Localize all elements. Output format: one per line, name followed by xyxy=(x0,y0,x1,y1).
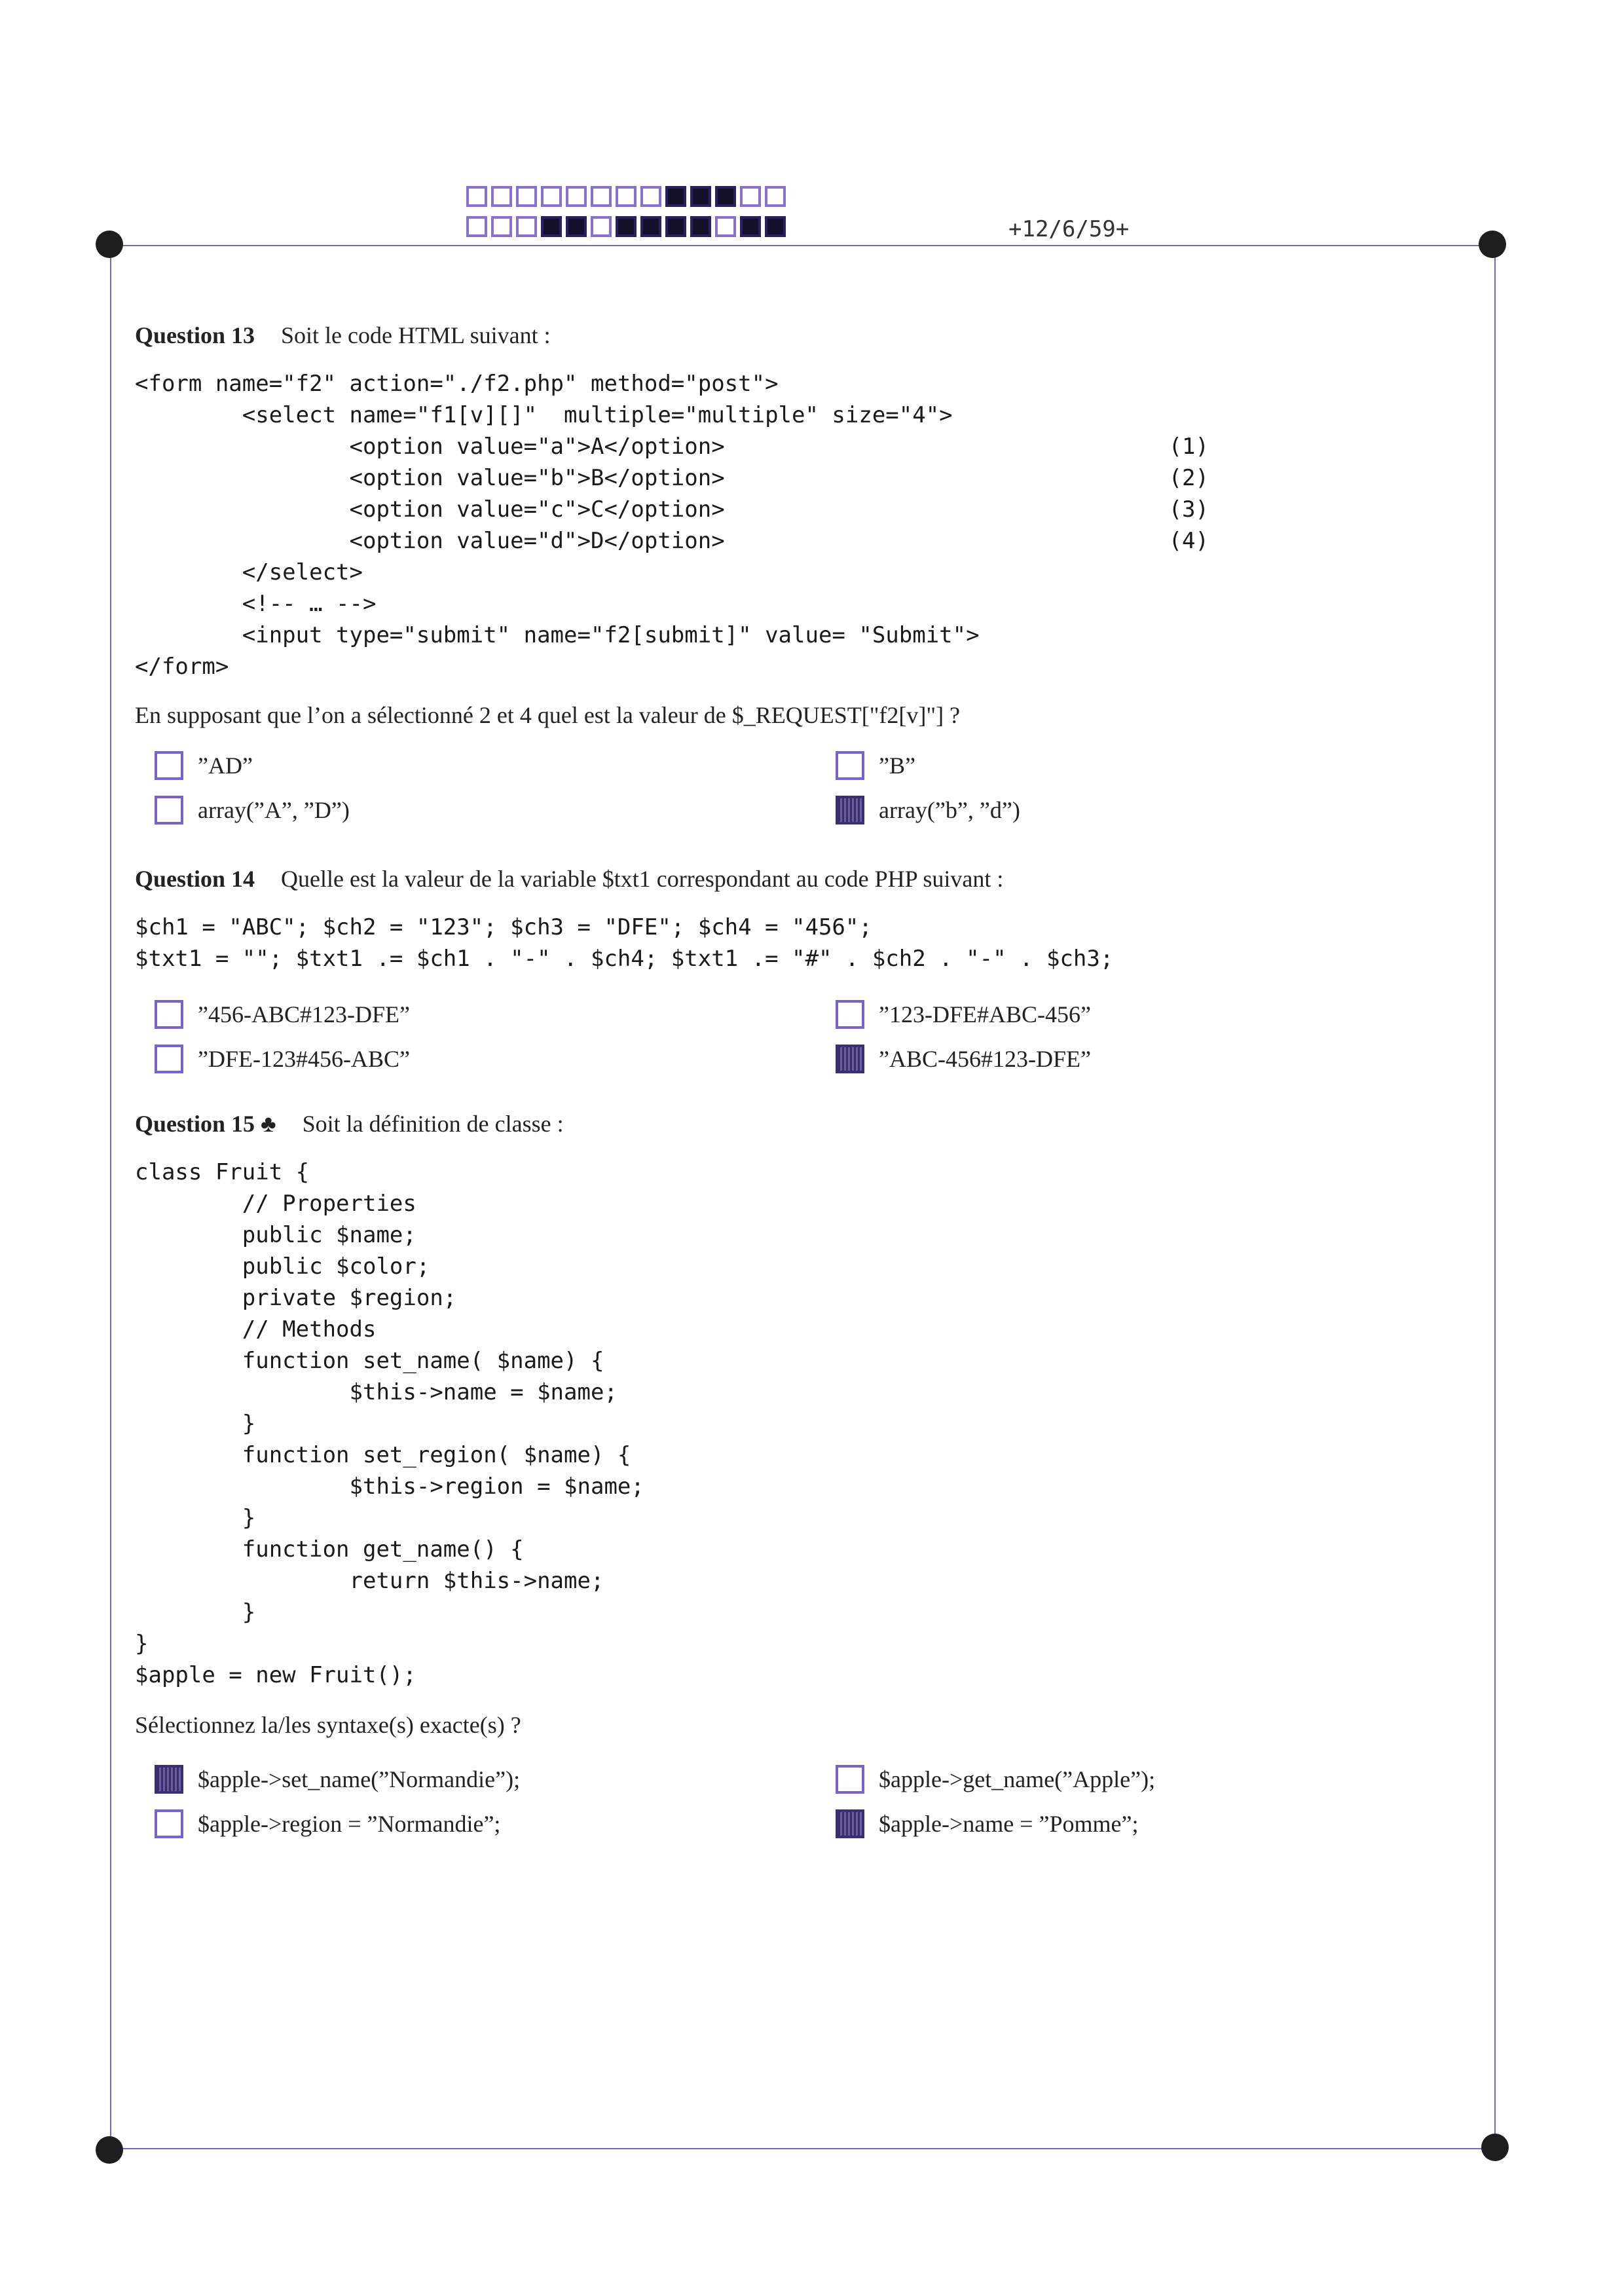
question-15 xyxy=(135,1108,1438,1843)
answer-option[interactable] xyxy=(155,1040,836,1078)
barcode-row-1-cell xyxy=(516,186,537,207)
answer-label: ”AD” xyxy=(198,752,253,779)
answer-label: ”456-ABC#123-DFE” xyxy=(198,1001,410,1028)
code-line-text: $this->name = $name; xyxy=(135,1379,618,1405)
answer-label: $apple->set_name(”Normandie”); xyxy=(198,1766,521,1792)
checkbox[interactable] xyxy=(155,796,183,824)
code-line-text: </select> xyxy=(135,559,363,585)
barcode-row-1-cell xyxy=(566,186,587,207)
code-line xyxy=(135,1345,1438,1377)
html-code-block xyxy=(135,368,1209,682)
checked-checkbox[interactable] xyxy=(155,1765,183,1794)
answer-label: ”123-DFE#ABC-456” xyxy=(879,1001,1091,1028)
code-line-text: function set_name( $name) { xyxy=(135,1348,604,1374)
option-number-label: (1) xyxy=(1168,434,1209,460)
barcode-row-2-cell xyxy=(740,216,761,237)
code-line xyxy=(135,525,1209,557)
option-number-label: (3) xyxy=(1168,496,1209,523)
question-14-header xyxy=(135,863,1438,895)
barcode-row-1-cell xyxy=(765,186,786,207)
checkbox[interactable] xyxy=(155,1045,183,1073)
answer-label: array(”A”, ”D”) xyxy=(198,797,350,823)
code-line xyxy=(135,1314,1438,1345)
barcode-row-2-cell xyxy=(765,216,786,237)
question-text: En supposant que l’on a sélectionné 2 et 4 quel est la valeur de $_REQUEST["f2[v]"] ? xyxy=(135,702,961,728)
corner-mark-top-left xyxy=(96,231,123,258)
barcode-row-1-cell xyxy=(616,186,637,207)
question-13-header xyxy=(135,320,1438,351)
question-number: Question 13 xyxy=(135,322,255,348)
code-line xyxy=(135,620,1209,651)
barcode-row-2-cell xyxy=(491,216,512,237)
class-code-block xyxy=(135,1157,1438,1691)
checkbox[interactable] xyxy=(836,1000,864,1029)
barcode-row-2-cell xyxy=(616,216,637,237)
barcode-row-2-cell xyxy=(541,216,562,237)
answer-label: array(”b”, ”d”) xyxy=(879,797,1020,823)
barcode-row-2-cell xyxy=(566,216,587,237)
code-line xyxy=(135,1408,1438,1439)
barcode-row-2-cell xyxy=(591,216,612,237)
answer-option[interactable] xyxy=(836,1805,1451,1843)
page-id: +12/6/59+ xyxy=(1008,216,1130,242)
code-line xyxy=(135,1534,1438,1565)
code-line-text: private $region; xyxy=(135,1285,457,1311)
barcode-row-1-cell xyxy=(690,186,711,207)
option-number-label: (2) xyxy=(1168,465,1209,491)
question-number: Question 15 ♣ xyxy=(135,1111,276,1137)
answer-option[interactable] xyxy=(155,1760,836,1798)
code-line xyxy=(135,1439,1438,1471)
answer-label: $apple->name = ”Pomme”; xyxy=(879,1811,1139,1837)
question-prompt: Quelle est la valeur de la variable $txt1 correspondant au code PHP suivant : xyxy=(281,866,1004,892)
answer-option[interactable] xyxy=(836,791,1451,829)
barcode-row-2-cell xyxy=(640,216,661,237)
code-line-text: <form name="f2" action="./f2.php" method="post"> xyxy=(135,371,779,397)
question-13 xyxy=(135,320,1438,829)
code-line-text: function get_name() { xyxy=(135,1536,524,1563)
answer-option[interactable] xyxy=(155,1805,836,1843)
barcode-row-1 xyxy=(466,186,786,207)
code-line xyxy=(135,1157,1438,1188)
barcode-row-1-cell xyxy=(715,186,736,207)
code-line xyxy=(135,1251,1438,1282)
code-line-text: } xyxy=(135,1505,256,1531)
corner-mark-bottom-right xyxy=(1481,2134,1509,2161)
question-15-header xyxy=(135,1108,1438,1139)
question-prompt: Soit le code HTML suivant : xyxy=(281,322,551,348)
code-line-text: </form> xyxy=(135,654,229,680)
answer-label: $apple->region = ”Normandie”; xyxy=(198,1811,501,1837)
answer-option[interactable] xyxy=(836,1760,1451,1798)
code-line-text: class Fruit { xyxy=(135,1159,310,1185)
answer-option[interactable] xyxy=(155,995,836,1033)
code-line xyxy=(135,1565,1438,1597)
code-line-text: function set_region( $name) { xyxy=(135,1442,631,1468)
code-line xyxy=(135,1659,1438,1691)
answer-choices xyxy=(155,747,1438,829)
code-line-text: public $color; xyxy=(135,1253,430,1280)
option-number-label: (4) xyxy=(1168,528,1209,554)
barcode-row-2-cell xyxy=(665,216,686,237)
code-line-text: public $name; xyxy=(135,1222,416,1248)
barcode-row-1-cell xyxy=(640,186,661,207)
question-prompt: Soit la définition de classe : xyxy=(302,1111,564,1137)
answer-label: ”DFE-123#456-ABC” xyxy=(198,1046,410,1072)
code-line-text: } xyxy=(135,1631,149,1657)
code-line xyxy=(135,1282,1438,1314)
code-line-text: $txt1 = ""; $txt1 .= $ch1 . "-" . $ch4; $txt1 .= "#" . $ch2 . "-" . $ch3; xyxy=(135,946,1114,972)
answer-choices xyxy=(155,995,1438,1078)
code-line-text: <option value="c">C</option> xyxy=(135,496,725,523)
barcode-row-1-cell xyxy=(466,186,487,207)
code-line xyxy=(135,943,1438,974)
code-line xyxy=(135,1219,1438,1251)
barcode-row-1-cell xyxy=(740,186,761,207)
code-line-text: } xyxy=(135,1411,256,1437)
code-line xyxy=(135,462,1209,494)
code-line-text: } xyxy=(135,1599,256,1625)
answer-label: ”ABC-456#123-DFE” xyxy=(879,1046,1091,1072)
code-line xyxy=(135,1597,1438,1628)
code-line-text: $apple = new Fruit(); xyxy=(135,1662,416,1688)
answer-choices xyxy=(155,1760,1438,1843)
answer-label: ”B” xyxy=(879,752,915,779)
code-line xyxy=(135,431,1209,462)
code-line xyxy=(135,588,1209,620)
checkbox[interactable] xyxy=(836,1765,864,1794)
answer-option[interactable] xyxy=(836,1040,1451,1078)
code-line-text: $ch1 = "ABC"; $ch2 = "123"; $ch3 = "DFE"; $ch4 = "456"; xyxy=(135,914,872,940)
barcode-row-2-cell xyxy=(466,216,487,237)
php-code-block xyxy=(135,912,1438,974)
code-line xyxy=(135,912,1438,943)
corner-mark-top-right xyxy=(1479,231,1506,258)
club-icon: ♣ xyxy=(261,1111,276,1137)
barcode-row-2-cell xyxy=(715,216,736,237)
checkbox[interactable] xyxy=(155,1000,183,1029)
code-line xyxy=(135,651,1209,682)
code-line-text: <select name="f1[v][]" multiple="multiple" size="4"> xyxy=(135,402,953,428)
checked-checkbox[interactable] xyxy=(836,1045,864,1073)
answer-label: $apple->get_name(”Apple”); xyxy=(879,1766,1156,1792)
barcode-row-1-cell xyxy=(541,186,562,207)
code-line xyxy=(135,1377,1438,1408)
answer-option[interactable] xyxy=(155,791,836,829)
question-number: Question 14 xyxy=(135,866,255,892)
checkbox[interactable] xyxy=(155,751,183,780)
code-line xyxy=(135,399,1209,431)
code-line xyxy=(135,1471,1438,1502)
checkbox[interactable] xyxy=(836,751,864,780)
code-line xyxy=(135,494,1209,525)
code-line-text: return $this->name; xyxy=(135,1568,604,1594)
code-line-text: <input type="submit" name="f2[submit]" value= "Submit"> xyxy=(135,622,980,648)
checkbox[interactable] xyxy=(155,1809,183,1838)
code-line xyxy=(135,1502,1438,1534)
barcode-row-1-cell xyxy=(665,186,686,207)
answer-option[interactable] xyxy=(836,747,1451,785)
barcode-row-1-cell xyxy=(591,186,612,207)
code-line-text: // Methods xyxy=(135,1316,377,1342)
barcode-row-2-cell xyxy=(516,216,537,237)
checked-checkbox[interactable] xyxy=(836,1809,864,1838)
barcode-row-2-cell xyxy=(690,216,711,237)
code-line-text: <option value="d">D</option> xyxy=(135,528,725,554)
code-line-text: // Properties xyxy=(135,1191,416,1217)
question-14 xyxy=(135,863,1438,1078)
corner-mark-bottom-left xyxy=(96,2136,123,2164)
question-text: Sélectionnez la/les syntaxe(s) exacte(s) ? xyxy=(135,1712,521,1738)
code-line xyxy=(135,1628,1438,1659)
code-line-text: <option value="a">A</option> xyxy=(135,434,725,460)
code-line xyxy=(135,368,1209,399)
checked-checkbox[interactable] xyxy=(836,796,864,824)
code-line xyxy=(135,1188,1438,1219)
code-line-text: <option value="b">B</option> xyxy=(135,465,725,491)
code-line xyxy=(135,557,1209,588)
code-line-text: $this->region = $name; xyxy=(135,1473,644,1500)
answer-option[interactable] xyxy=(155,747,836,785)
answer-option[interactable] xyxy=(836,995,1451,1033)
code-line-text: <!-- … --> xyxy=(135,591,377,617)
barcode-row-2 xyxy=(466,216,786,237)
barcode-row-1-cell xyxy=(491,186,512,207)
